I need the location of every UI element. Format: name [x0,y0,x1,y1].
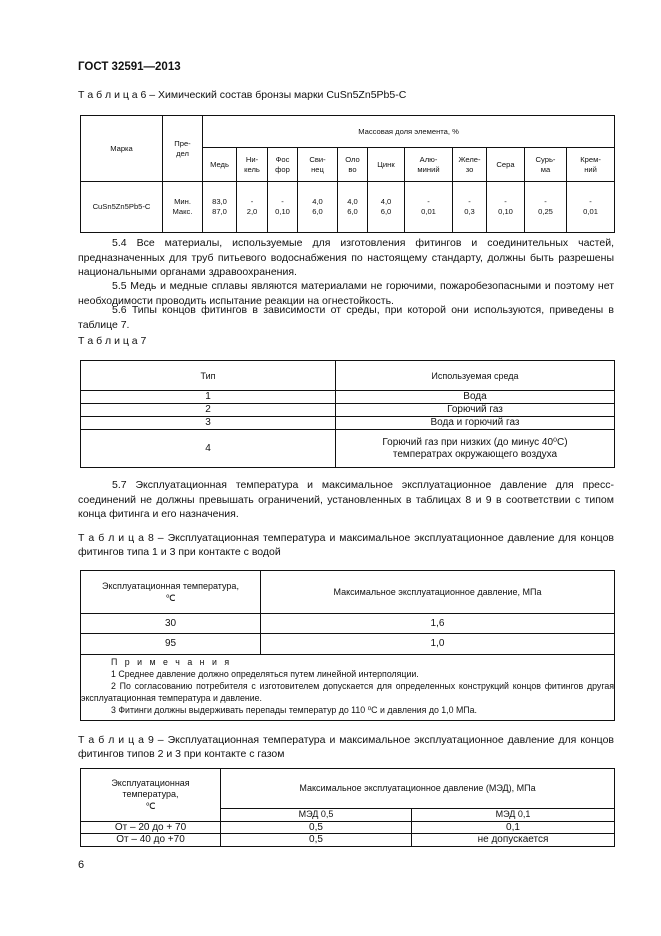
temp-cell: От – 20 до + 70 [81,821,221,834]
col-group: Массовая доля элемента, % [203,116,615,148]
paragraph-5-6: 5.6 Типы концов фитингов в зависимости от среды, при которой они используются, приведены в таблице 7. [78,304,614,331]
pressure-cell: не допускается [412,834,615,847]
table8-caption: Т а б л и ц а 8 – Эксплуатационная температура и максимальное эксплуатационное давление для концов фитингов типа 1 и 3 при контакте с водой [78,532,614,558]
col-temp: Эксплуатационная температура, ℃ [81,571,261,614]
value-cell: - 0,01 [405,182,453,233]
value-cell: - 0,01 [567,182,615,233]
notes-title: П р и м е ч а н и я [111,657,232,667]
temp-cell: 95 [81,634,261,655]
table6 [80,115,615,233]
type-cell: 1 [81,391,336,404]
value-cell: 4,0 6,0 [298,182,338,233]
element-header: Желе- зо [453,148,487,182]
element-header: Ни- кель [237,148,268,182]
value-cell: 4,0 6,0 [368,182,405,233]
value-cell: - 0,10 [487,182,525,233]
value-cell: - 0,25 [525,182,567,233]
table9-caption: Т а б л и ц а 9 – Эксплуатационная температура и максимальное эксплуатационное давление для концов фитингов типов 2 и 3 при контакте с газом [78,734,614,760]
col-env: Используемая среда [336,361,615,391]
table6-caption [78,88,614,102]
table8 [80,570,615,721]
element-header: Алю- миний [405,148,453,182]
table8-notes [81,655,615,721]
element-header: Цинк [368,148,405,182]
value-cell: 4,0 6,0 [338,182,368,233]
note: 1 Среднее давление должно определяться путем линейной интерполяции. [111,669,419,679]
col-mark: Марка [81,116,163,182]
value-cell: - 0,10 [268,182,298,233]
sub-col: МЭД 0,5 [221,809,412,822]
pressure-cell: 1,0 [261,634,615,655]
table7 [80,360,615,468]
col-pressure: Максимальное эксплуатационное давление (МЭД), МПа [221,769,615,809]
value-cell: - 2,0 [237,182,268,233]
temp-cell: От – 40 до +70 [81,834,221,847]
element-header: Крем- ний [567,148,615,182]
caption-label: Т а б л и ц а 6 [78,89,147,101]
table7-caption: Т а б л и ц а 7 [78,335,147,347]
col-limit: Пре- дел [163,116,203,182]
temp-cell: 30 [81,614,261,634]
paragraph-5-5: 5.5 Медь и медные сплавы являются материалами не горючими, пожаробезопасными и поэтому нет необходимости проводить испытание реакции на огнестойкость. [78,280,614,307]
col-type: Тип [81,361,336,391]
env-cell: Горючий газ [336,404,615,417]
env-cell: Вода [336,391,615,404]
pressure-cell: 1,6 [261,614,615,634]
element-header: Сера [487,148,525,182]
caption-text: – Химический состав бронзы марки CuSn5Zn5Pb5-C [146,89,407,101]
table9 [80,768,615,847]
col-pressure: Максимальное эксплуатационное давление, МПа [261,571,615,614]
value-cell: - 0,3 [453,182,487,233]
col-temp: Эксплуатационная температура, ℃ [81,769,221,822]
note: 3 Фитинги должны выдерживать перепады температур до 110 ⁰С и давления до 1,0 МПа. [111,705,477,715]
env-cell: Вода и горючий газ [336,417,615,430]
pressure-cell: 0,1 [412,821,615,834]
type-cell: 3 [81,417,336,430]
pressure-cell: 0,5 [221,821,412,834]
element-header: Сви- нец [298,148,338,182]
limit-cell: Мин. Макс. [163,182,203,233]
mark-cell: CuSn5Zn5Pb5-C [81,182,163,233]
paragraph-5-4: 5.4 Все материалы, используемые для изготовления фитингов и соединительных частей, предназначенных для труб питьевого водоснабжения по настоящему стандарту, должны быть разрешены национальными органами здравоохранения. [78,237,614,278]
type-cell: 2 [81,404,336,417]
element-header: Фос фор [268,148,298,182]
paragraph-5-7: 5.7 Эксплуатационная температура и максимальное эксплуатационное давление для пресс-соединений не должны превышать ограничений, установленных в таблицах 8 и 9 в соответствии с типом конца фитинга и его назначения. [78,479,614,520]
standard-header: ГОСТ 32591—2013 [78,61,181,73]
element-header: Медь [203,148,237,182]
env-cell: Горючий газ при низких (до минус 40⁰С) температрах окружающего воздуха [336,430,615,468]
pressure-cell: 0,5 [221,834,412,847]
page-number: 6 [78,859,85,871]
value-cell: 83,0 87,0 [203,182,237,233]
type-cell: 4 [81,430,336,468]
note: 2 По согласованию потребителя с изготовителем допускается для определенных конструкций концов фитингов другая эксплуатационная температура и давление. [81,681,614,703]
sub-col: МЭД 0,1 [412,809,615,822]
element-header: Сурь- ма [525,148,567,182]
element-header: Оло во [338,148,368,182]
